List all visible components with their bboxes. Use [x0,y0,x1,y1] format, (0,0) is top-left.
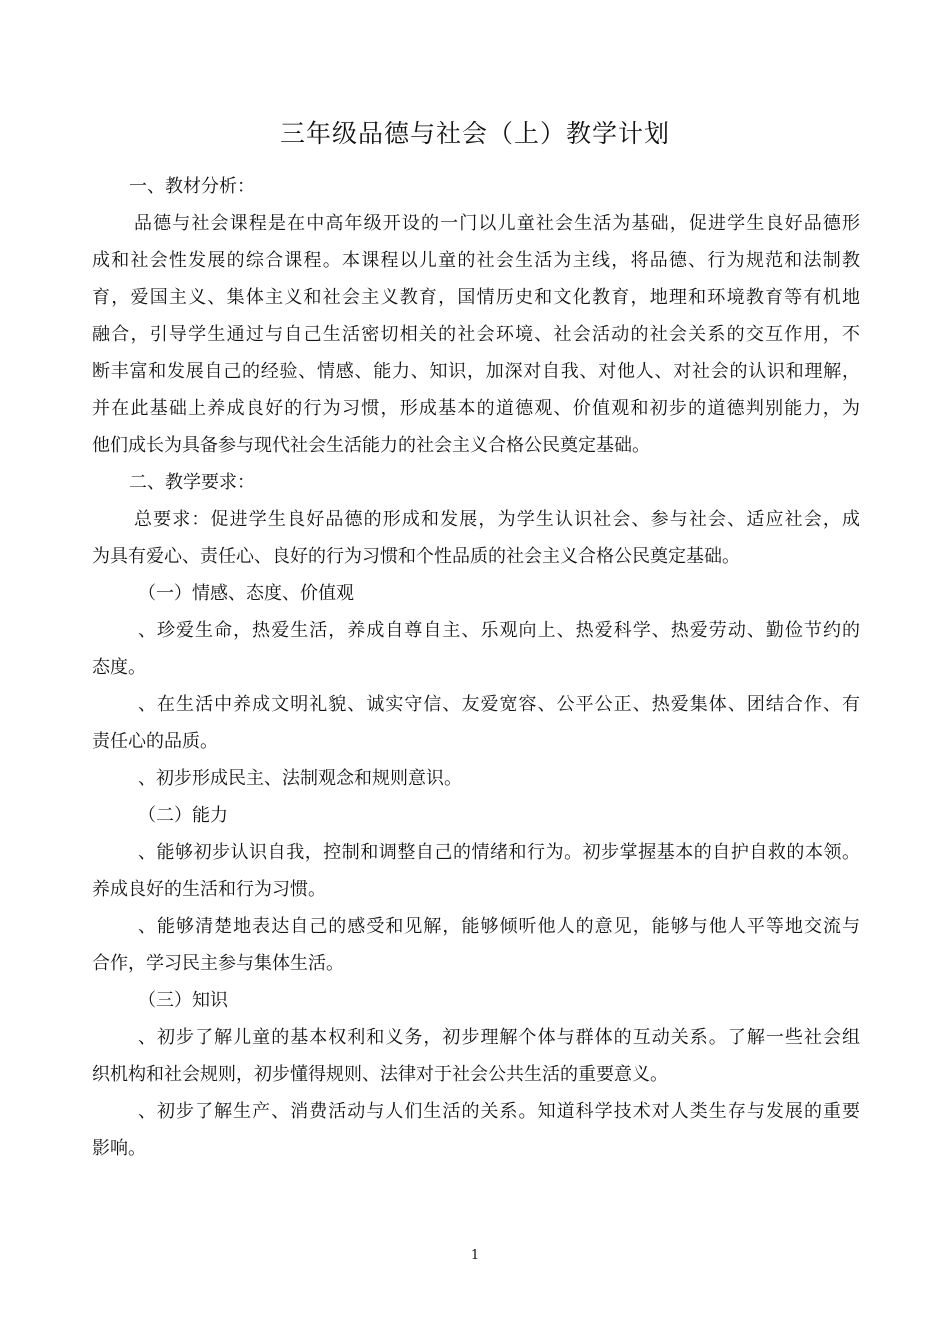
page-number: 1 [470,1248,480,1263]
paragraph-line: 育，爱国主义、集体主义和社会主义教育，国情历史和文化教育，地理和环境教育等有机地 [92,287,860,308]
paragraph-line: 成和社会性发展的综合课程。本课程以儿童的社会生活为主线，将品德、行为规范和法制教 [92,250,860,271]
section-heading: 一、教材分析： [129,176,255,197]
list-item-line: 、初步形成民主、法制观念和规则意识。 [138,768,462,789]
list-item-line: 责任心的品质。 [92,731,218,752]
list-item-line: 合作，学习民主参与集体生活。 [92,953,344,974]
list-item-line: 织机构和社会规则，初步懂得规则、法律对于社会公共生活的重要意义。 [92,1064,668,1085]
section-heading: 二、教学要求： [129,472,255,493]
paragraph-line: 总要求：促进学生良好品德的形成和发展，为学生认识社会、参与社会、适应社会，成 [134,509,860,530]
paragraph-line: 他们成长为具备参与现代社会生活能力的社会主义合格公民奠定基础。 [92,435,650,456]
subsection-heading: （三）知识 [138,990,228,1011]
paragraph-line: 融合，引导学生通过与自己生活密切相关的社会环境、社会活动的社会关系的交互作用，不 [92,324,860,345]
subsection-heading: （一）情感、态度、价值观 [138,583,354,604]
list-item-line: 态度。 [92,657,146,678]
list-item-line: 、能够初步认识自我，控制和调整自己的情绪和行为。初步掌握基本的自护自救的本领。 [138,842,860,863]
list-item-line: 、初步了解儿童的基本权利和义务，初步理解个体与群体的互动关系。了解一些社会组 [138,1027,860,1048]
paragraph-line: 为具有爱心、责任心、良好的行为习惯和个性品质的社会主义合格公民奠定基础。 [92,546,740,567]
paragraph-line: 断丰富和发展自己的经验、情感、能力、知识，加深对自我、对他人、对社会的认识和理解， [92,361,860,382]
subsection-heading: （二）能力 [138,805,228,826]
document-title: 三年级品德与社会（上）教学计划 [279,119,670,148]
paragraph-line: 并在此基础上养成良好的行为习惯，形成基本的道德观、价值观和初步的道德判别能力，为 [92,398,860,419]
document-body [92,168,860,1167]
list-item-line: 、在生活中养成文明礼貌、诚实守信、友爱宽容、公平公正、热爱集体、团结合作、有 [138,694,860,715]
list-item-line: 、初步了解生产、消费活动与人们生活的关系。知道科学技术对人类生存与发展的重要 [138,1101,860,1122]
list-item-line: 、珍爱生命，热爱生活，养成自尊自主、乐观向上、热爱科学、热爱劳动、勤俭节约的 [138,620,860,641]
paragraph-line: 品德与社会课程是在中高年级开设的一门以儿童社会生活为基础，促进学生良好品德形 [134,213,860,234]
list-item-line: 养成良好的生活和行为习惯。 [92,879,326,900]
list-item-line: 影响。 [92,1138,146,1159]
list-item-line: 、能够清楚地表达自己的感受和见解，能够倾听他人的意见，能够与他人平等地交流与 [138,916,860,937]
